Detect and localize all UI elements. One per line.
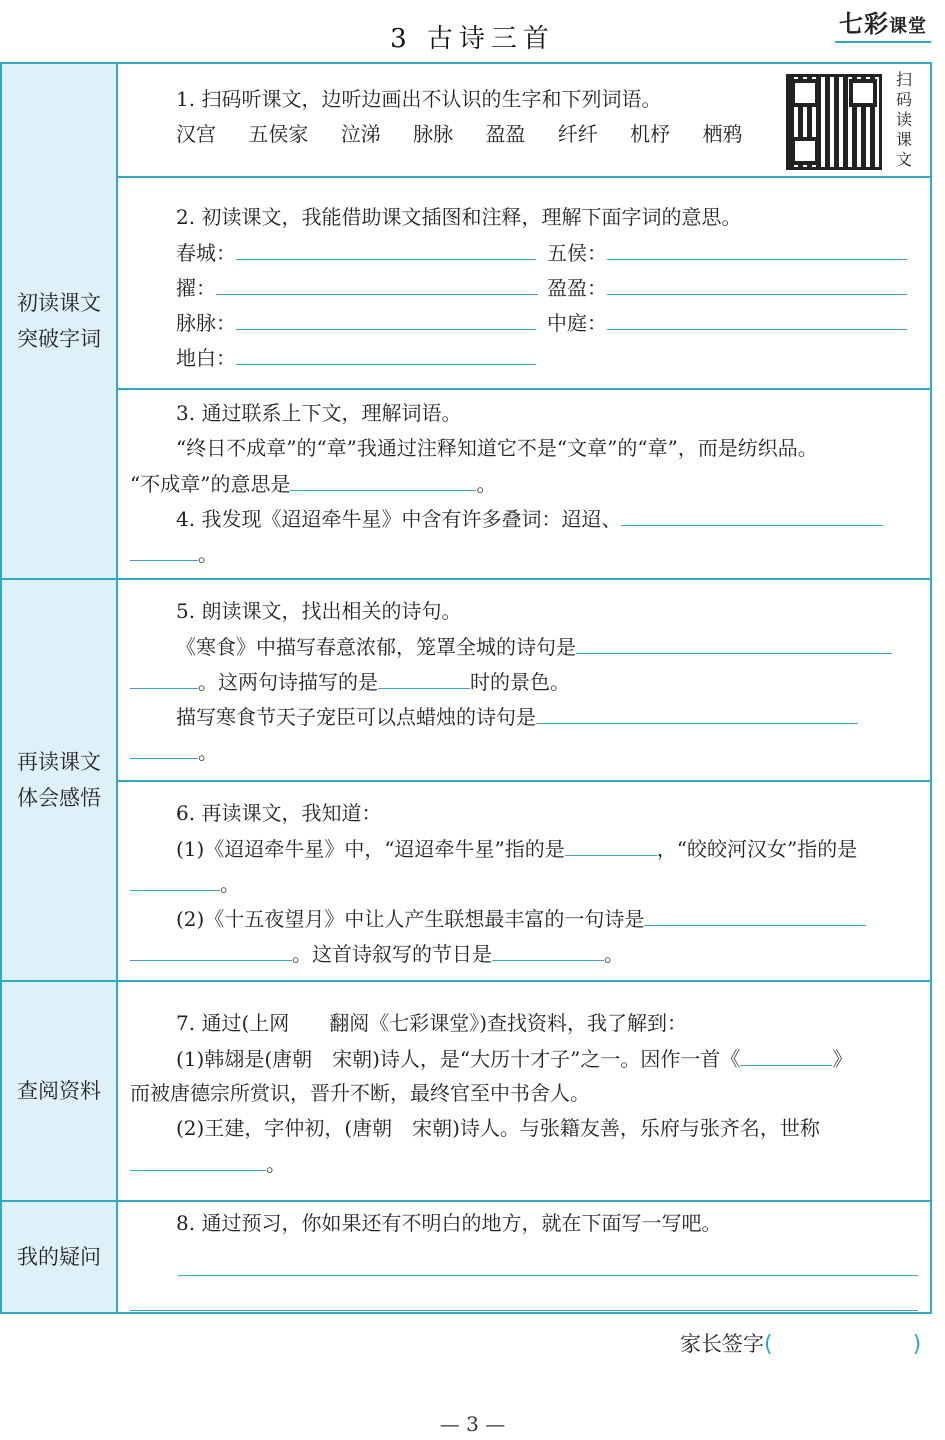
signature-paren: ( xyxy=(764,1332,773,1357)
q8-prompt: 8. 通过预习，你如果还有不明白的地方，就在下面写一写吧。 xyxy=(176,1211,722,1235)
answer-blank[interactable] xyxy=(130,664,198,689)
term-label: 春城： xyxy=(176,241,236,265)
word: 汉宫 xyxy=(176,122,216,146)
q6-line1 xyxy=(130,831,918,866)
answer-blank[interactable] xyxy=(607,270,907,295)
q5-prompt: 5. 朗读课文，找出相关的诗句。 xyxy=(176,599,462,623)
punctuation: 。 xyxy=(198,740,218,764)
q3-prompt: 3. 通过联系上下文，理解词语。 xyxy=(176,401,462,425)
answer-blank[interactable] xyxy=(130,1146,266,1171)
word: 栖鸦 xyxy=(702,122,743,146)
q6-line1-text: (1)《迢迢牵牛星》中，“迢迢牵牛星”指的是 xyxy=(176,837,565,861)
punctuation: 。 xyxy=(266,1152,286,1176)
q6-prompt: 6. 再读课文，我知道： xyxy=(176,801,382,825)
answer-blank[interactable] xyxy=(536,699,858,724)
q5-line3 xyxy=(130,699,918,734)
answer-line[interactable] xyxy=(130,1276,918,1311)
q4-prompt: 4. 我发现《迢迢牵牛星》中含有许多叠词：迢迢、 xyxy=(176,507,622,531)
question-2 xyxy=(117,177,931,389)
answer-blank[interactable] xyxy=(621,501,883,526)
term-label: 中庭： xyxy=(547,311,607,335)
q7-line4 xyxy=(130,1146,918,1181)
answer-line[interactable] xyxy=(178,1241,918,1276)
q5-line3-text: 描写寒食节天子宠臣可以点蜡烛的诗句是 xyxy=(176,705,536,729)
term-label: 脉脉： xyxy=(176,311,236,335)
q2-row xyxy=(130,235,918,270)
q6-line4 xyxy=(130,936,918,971)
answer-blank[interactable] xyxy=(236,305,536,330)
brand-logo xyxy=(835,4,931,43)
q5-line2-end: 时的景色。 xyxy=(470,670,570,694)
answer-blank[interactable] xyxy=(576,629,892,654)
qr-caption-char: 读 xyxy=(895,110,912,129)
brand-name: 七彩 xyxy=(839,10,889,38)
qr-caption-char: 扫 xyxy=(895,70,912,89)
word: 机杼 xyxy=(630,122,671,146)
q7-line1-text: (1)韩翃是(唐朝 宋朝)诗人，是“大历十才子”之一。因作一首《 xyxy=(176,1047,741,1071)
answer-blank[interactable] xyxy=(607,235,907,260)
q1-prompt: 1. 扫码听课文，边听边画出不认识的生字和下列词语。 xyxy=(176,87,662,111)
q4-line1 xyxy=(130,501,918,536)
section-label-line: 再读课文 xyxy=(17,750,101,774)
punctuation: 。 xyxy=(220,872,240,896)
word: 盈盈 xyxy=(485,122,526,146)
answer-blank[interactable] xyxy=(492,936,604,961)
signature-paren: ) xyxy=(912,1332,922,1357)
q5-line2 xyxy=(130,664,918,699)
q4-line2 xyxy=(130,536,918,571)
qr-code-icon[interactable] xyxy=(786,74,882,170)
term-label: 擢： xyxy=(176,276,216,300)
q2-prompt: 2. 初读课文，我能借助课文插图和注释，理解下面字词的意思。 xyxy=(176,205,742,229)
page-title: 3 古诗三首 xyxy=(390,24,555,54)
q7-line3: (2)王建，字仲初，(唐朝 宋朝)诗人。与张籍友善，乐府与张齐名，世称 xyxy=(176,1116,820,1140)
parent-signature xyxy=(680,1328,921,1358)
q5-line1 xyxy=(130,629,918,664)
q5-line2-text: 。这两句诗描写的是 xyxy=(198,670,378,694)
section-label-first-reading xyxy=(1,63,117,579)
word: 五侯家 xyxy=(248,122,309,146)
qr-caption-char: 码 xyxy=(895,90,912,109)
question-8 xyxy=(117,1201,931,1313)
worksheet-table xyxy=(0,62,932,1314)
q6-line1-text2: ，“皎皎河汉女”指的是 xyxy=(656,837,858,861)
answer-blank[interactable] xyxy=(740,1041,832,1066)
answer-blank[interactable] xyxy=(130,734,198,759)
q7-prompt: 7. 通过(上网 翻阅《七彩课堂》)查找资料，我了解到： xyxy=(176,1011,688,1035)
qr-caption-char: 文 xyxy=(895,150,912,169)
question-6 xyxy=(117,781,931,981)
q3-line2-text: “不成章”的意思是 xyxy=(130,472,291,496)
section-label-line: 突破字词 xyxy=(17,327,101,351)
answer-blank[interactable] xyxy=(565,831,657,856)
answer-blank[interactable] xyxy=(290,466,476,491)
punctuation: 。 xyxy=(476,472,497,496)
section-label-line: 我的疑问 xyxy=(17,1245,101,1269)
q7-line2: 而被唐德宗所赏识，晋升不断，最终官至中书舍人。 xyxy=(130,1081,590,1105)
answer-blank[interactable] xyxy=(130,536,198,561)
q6-line2 xyxy=(130,866,918,901)
punctuation: 。 xyxy=(604,942,624,966)
answer-blank[interactable] xyxy=(644,901,866,926)
punctuation: 》 xyxy=(832,1047,853,1071)
q3-line2 xyxy=(130,466,918,501)
punctuation: 。 xyxy=(198,542,218,566)
term-label: 盈盈： xyxy=(547,276,607,300)
qr-caption xyxy=(892,70,916,170)
answer-blank[interactable] xyxy=(130,866,220,891)
section-label-rereading xyxy=(1,579,117,981)
answer-blank[interactable] xyxy=(607,305,907,330)
q5-line1-text: 《寒食》中描写春意浓郁，笼罩全城的诗句是 xyxy=(176,635,576,659)
word: 脉脉 xyxy=(413,122,454,146)
q6-line3-text: (2)《十五夜望月》中让人产生联想最丰富的一句诗是 xyxy=(176,907,645,931)
q2-row xyxy=(130,305,918,340)
answer-blank[interactable] xyxy=(130,936,292,961)
word: 纤纤 xyxy=(557,122,598,146)
section-label-research xyxy=(1,981,117,1201)
answer-blank[interactable] xyxy=(378,664,470,689)
qr-caption-char: 课 xyxy=(895,130,912,149)
signature-label: 家长签字 xyxy=(680,1332,764,1356)
q5-line4 xyxy=(130,734,918,769)
q6-line4-text: 。这首诗叙写的节日是 xyxy=(292,942,492,966)
q3-line1: “终日不成章”的“章”我通过注释知道它不是“文章”的“章”，而是纺织品。 xyxy=(176,436,818,460)
answer-blank[interactable] xyxy=(236,235,536,260)
q6-line3 xyxy=(130,901,918,936)
section-label-line: 查阅资料 xyxy=(17,1079,101,1103)
question-1 xyxy=(117,63,931,177)
word: 泣涕 xyxy=(340,122,381,146)
answer-blank[interactable] xyxy=(236,340,536,365)
term-label: 地白： xyxy=(176,346,236,370)
page-number: — 3 — xyxy=(439,1412,506,1436)
question-3-4 xyxy=(117,389,931,579)
brand-suffix: 课堂 xyxy=(889,16,927,37)
q7-line1 xyxy=(130,1041,918,1076)
question-5 xyxy=(117,579,931,781)
q2-row xyxy=(130,270,918,305)
section-label-questions xyxy=(1,1201,117,1313)
section-label-line: 初读课文 xyxy=(17,291,101,315)
answer-blank[interactable] xyxy=(216,270,538,295)
q2-row xyxy=(130,340,918,375)
term-label: 五侯： xyxy=(547,241,607,265)
question-7 xyxy=(117,981,931,1201)
section-label-line: 体会感悟 xyxy=(17,786,101,810)
